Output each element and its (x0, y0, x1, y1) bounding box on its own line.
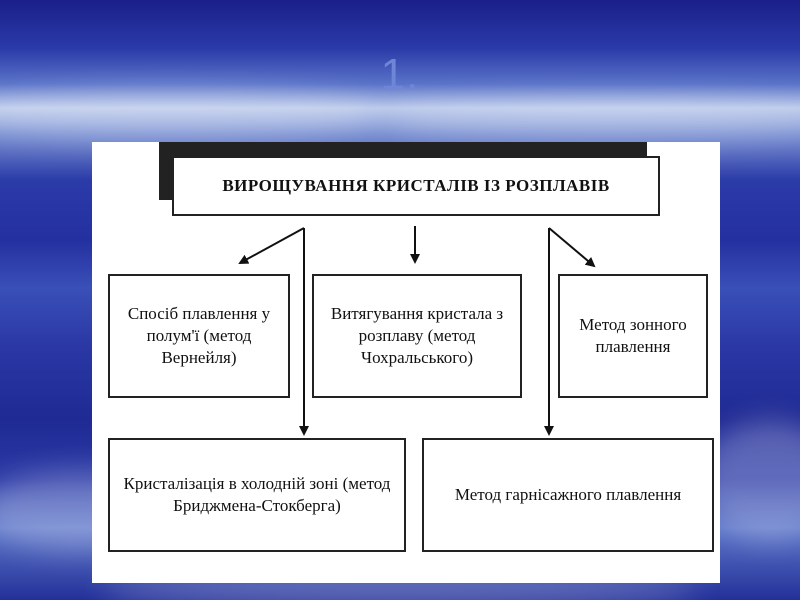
background-cloud (380, 100, 800, 140)
node-bridgman-label: Кристалізація в холодній зоні (метод Бриджмена-Стокберга) (123, 473, 391, 515)
root-box (172, 156, 660, 216)
node-czochralski (312, 274, 522, 398)
node-skull (422, 438, 714, 552)
node-skull-label: Метод гарнісажного плавлення (454, 484, 682, 504)
slide-title: 1. (380, 50, 420, 99)
root-label: ВИРОЩУВАННЯ КРИСТАЛІВ ІЗ РОЗПЛАВІВ (222, 175, 610, 195)
node-zone (558, 274, 708, 398)
node-verneuil-label: Спосіб плавлення у полум'ї (метод Вернейля) (127, 303, 271, 368)
node-czochralski-label: Витягування кристала з розплаву (метод Чохральського) (330, 303, 504, 368)
arrow-to-zone (549, 228, 594, 266)
diagram-panel (92, 142, 720, 583)
node-zone-label: Метод зонного плавлення (579, 314, 687, 356)
node-bridgman (108, 438, 406, 552)
arrow-to-verneuil (240, 228, 304, 263)
node-verneuil (108, 274, 290, 398)
